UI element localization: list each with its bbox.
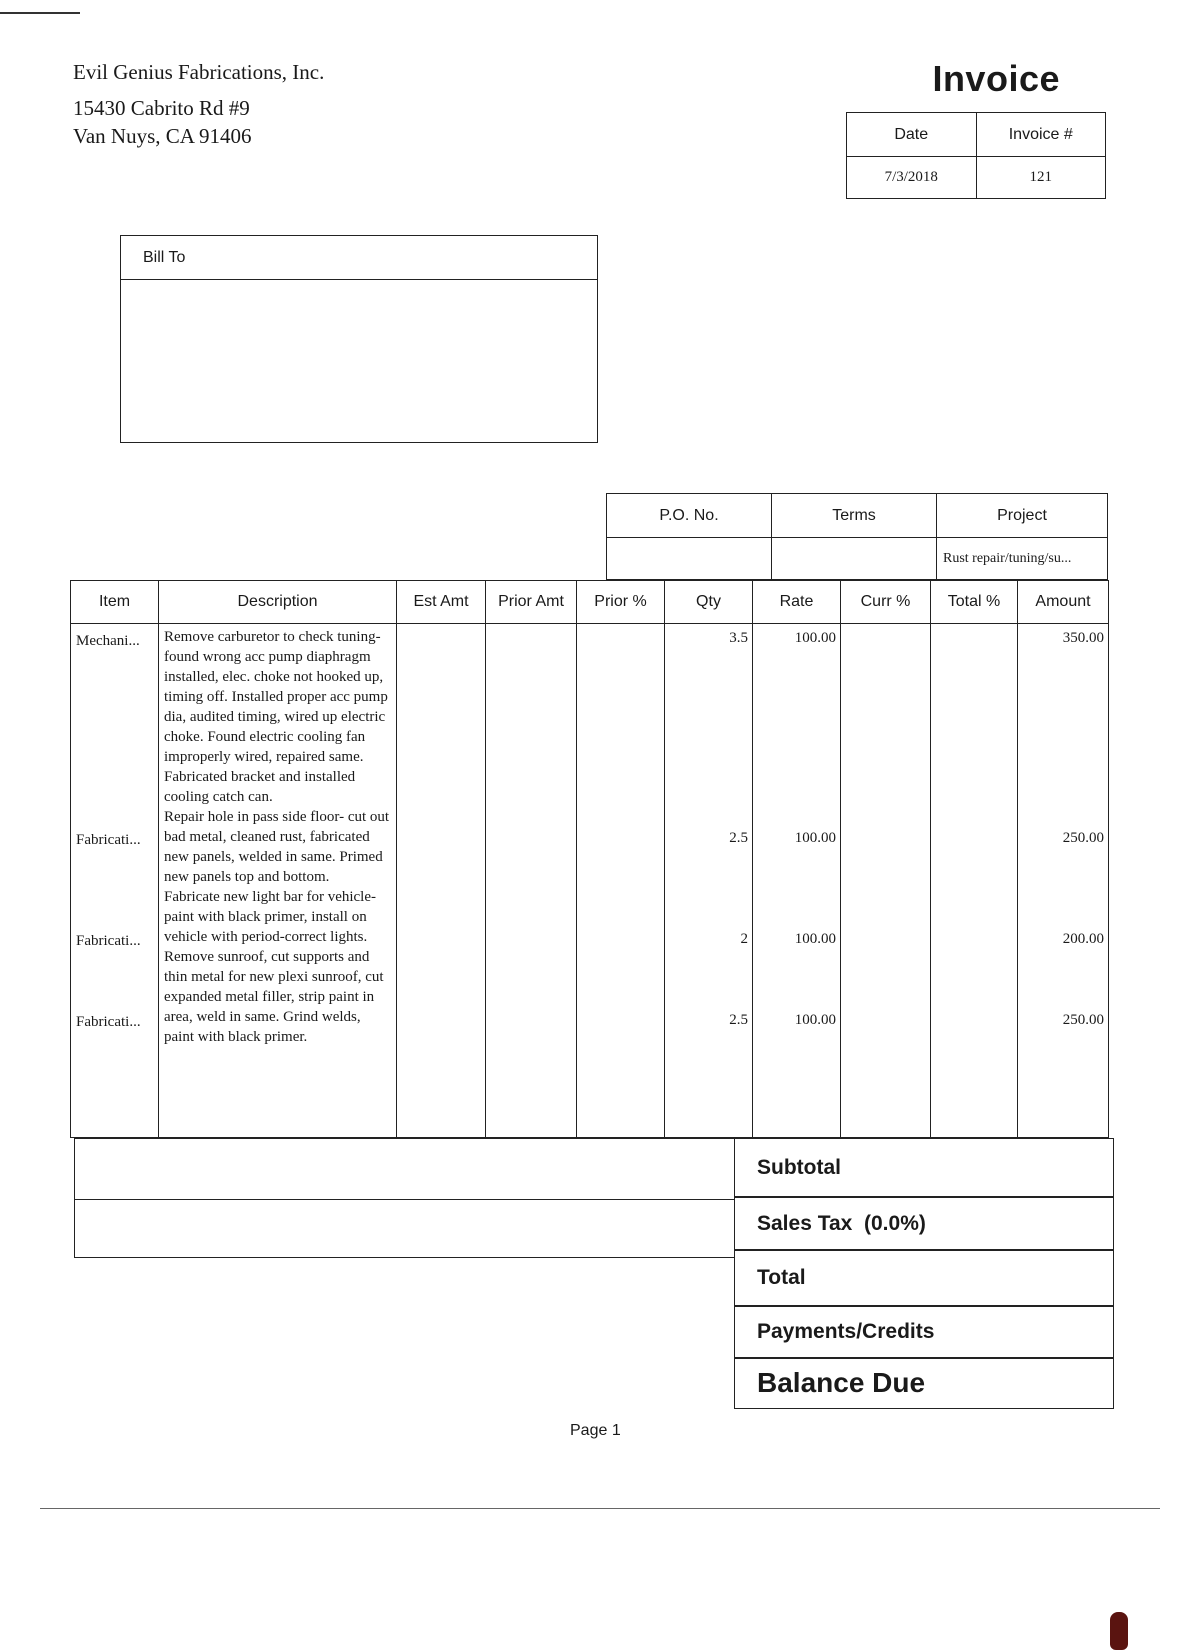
line-item-description: Fabricate new light bar for vehicle- paint with black primer, install on vehicle with period-correct lights.: [164, 889, 376, 945]
total-row: [734, 1249, 1114, 1307]
bill-to-box: [120, 235, 598, 443]
qty-column: [665, 624, 753, 1138]
total-label: Total: [757, 1266, 806, 1289]
bill-to-label: Bill To: [121, 236, 597, 280]
terms-label: Terms: [772, 494, 937, 538]
line-item-name: Fabricati...: [76, 1014, 141, 1030]
project-value: Rust repair/tuning/su...: [937, 538, 1108, 580]
line-item-name: Mechani...: [76, 633, 140, 649]
col-header-item: Item: [71, 581, 159, 624]
col-header-est-amt: Est Amt: [397, 581, 486, 624]
col-header-prior-pct: Prior %: [577, 581, 665, 624]
sales-tax-row: [734, 1196, 1114, 1251]
po-terms-table: [606, 493, 1108, 580]
line-item-name: Fabricati...: [76, 832, 141, 848]
line-item-amount: 200.00: [1062, 931, 1104, 947]
line-item-amount: 250.00: [1062, 830, 1104, 846]
document-title: Invoice: [932, 58, 1060, 99]
col-header-qty: Qty: [665, 581, 753, 624]
line-item-qty: 3.5: [729, 630, 748, 646]
scan-mark-top: [0, 12, 80, 14]
sales-tax-label: Sales Tax (0.0%): [757, 1211, 926, 1235]
terms-value: [772, 538, 937, 580]
company-block: [73, 58, 324, 150]
subtotal-row: [734, 1138, 1114, 1198]
invoice-meta-table: [846, 112, 1106, 199]
total-pct-column: [931, 624, 1018, 1138]
prior-pct-column: [577, 624, 665, 1138]
po-number-value: [607, 538, 772, 580]
line-item-description: Repair hole in pass side floor- cut out bad metal, cleaned rust, fabricated new panels, welded in same. Primed new panels top and bottom.: [164, 809, 390, 885]
line-item-qty: 2: [740, 931, 748, 947]
line-item-amount: 250.00: [1062, 1012, 1104, 1028]
date-label: Date: [847, 113, 977, 157]
amount-column: [1018, 624, 1109, 1138]
col-header-curr-pct: Curr %: [841, 581, 931, 624]
invoice-number-label: Invoice #: [976, 113, 1106, 157]
item-column: [71, 624, 159, 1138]
line-items-table: [70, 580, 1109, 1138]
col-header-prior-amt: Prior Amt: [486, 581, 577, 624]
curr-pct-column: [841, 624, 931, 1138]
project-label: Project: [937, 494, 1108, 538]
scan-mark-bottom: [40, 1508, 1160, 1509]
line-item-rate: 100.00: [794, 830, 836, 846]
balance-due-row: [734, 1357, 1114, 1409]
rate-column: [753, 624, 841, 1138]
line-item-name: Fabricati...: [76, 933, 141, 949]
line-item-description: Remove carburetor to check tuning- found wrong acc pump diaphragm installed, elec. choke not hooked up, timing off. Installed proper acc pump dia, audited timing, wired up electric choke. Found electric cooling fan improperly wired, repaired same. Fabricated bracket and installed cooling catch can.: [164, 629, 388, 805]
est-amt-column: [397, 624, 486, 1138]
balance-due-label: Balance Due: [757, 1367, 926, 1398]
line-item-amount: 350.00: [1062, 630, 1104, 646]
line-item-rate: 100.00: [794, 1012, 836, 1028]
col-header-description: Description: [159, 581, 397, 624]
line-item-rate: 100.00: [794, 630, 836, 646]
prior-amt-column: [486, 624, 577, 1138]
invoice-number: 121: [976, 157, 1106, 199]
payments-row: [734, 1305, 1114, 1359]
line-item-qty: 2.5: [729, 830, 748, 846]
col-header-amount: Amount: [1018, 581, 1109, 624]
line-item-description: Remove sunroof, cut supports and thin metal for new plexi sunroof, cut expanded metal filler, strip paint in area, weld in same. Grind welds, paint with black primer.: [164, 949, 384, 1045]
page-number: Page 1: [570, 1422, 621, 1439]
scan-blot: [1110, 1612, 1128, 1650]
company-address-line1: 15430 Cabrito Rd #9: [73, 96, 250, 120]
company-name: Evil Genius Fabrications, Inc.: [73, 60, 325, 84]
col-header-total-pct: Total %: [931, 581, 1018, 624]
line-item-rate: 100.00: [794, 931, 836, 947]
invoice-date: 7/3/2018: [847, 157, 977, 199]
subtotal-label: Subtotal: [757, 1156, 841, 1179]
memo-divider: [75, 1199, 734, 1200]
bill-to-value: [121, 280, 597, 296]
payments-credits-label: Payments/Credits: [757, 1320, 935, 1343]
po-number-label: P.O. No.: [607, 494, 772, 538]
col-header-rate: Rate: [753, 581, 841, 624]
description-column: [159, 624, 397, 1138]
memo-area: [74, 1138, 735, 1258]
line-item-qty: 2.5: [729, 1012, 748, 1028]
company-address-line2: Van Nuys, CA 91406: [73, 124, 252, 148]
